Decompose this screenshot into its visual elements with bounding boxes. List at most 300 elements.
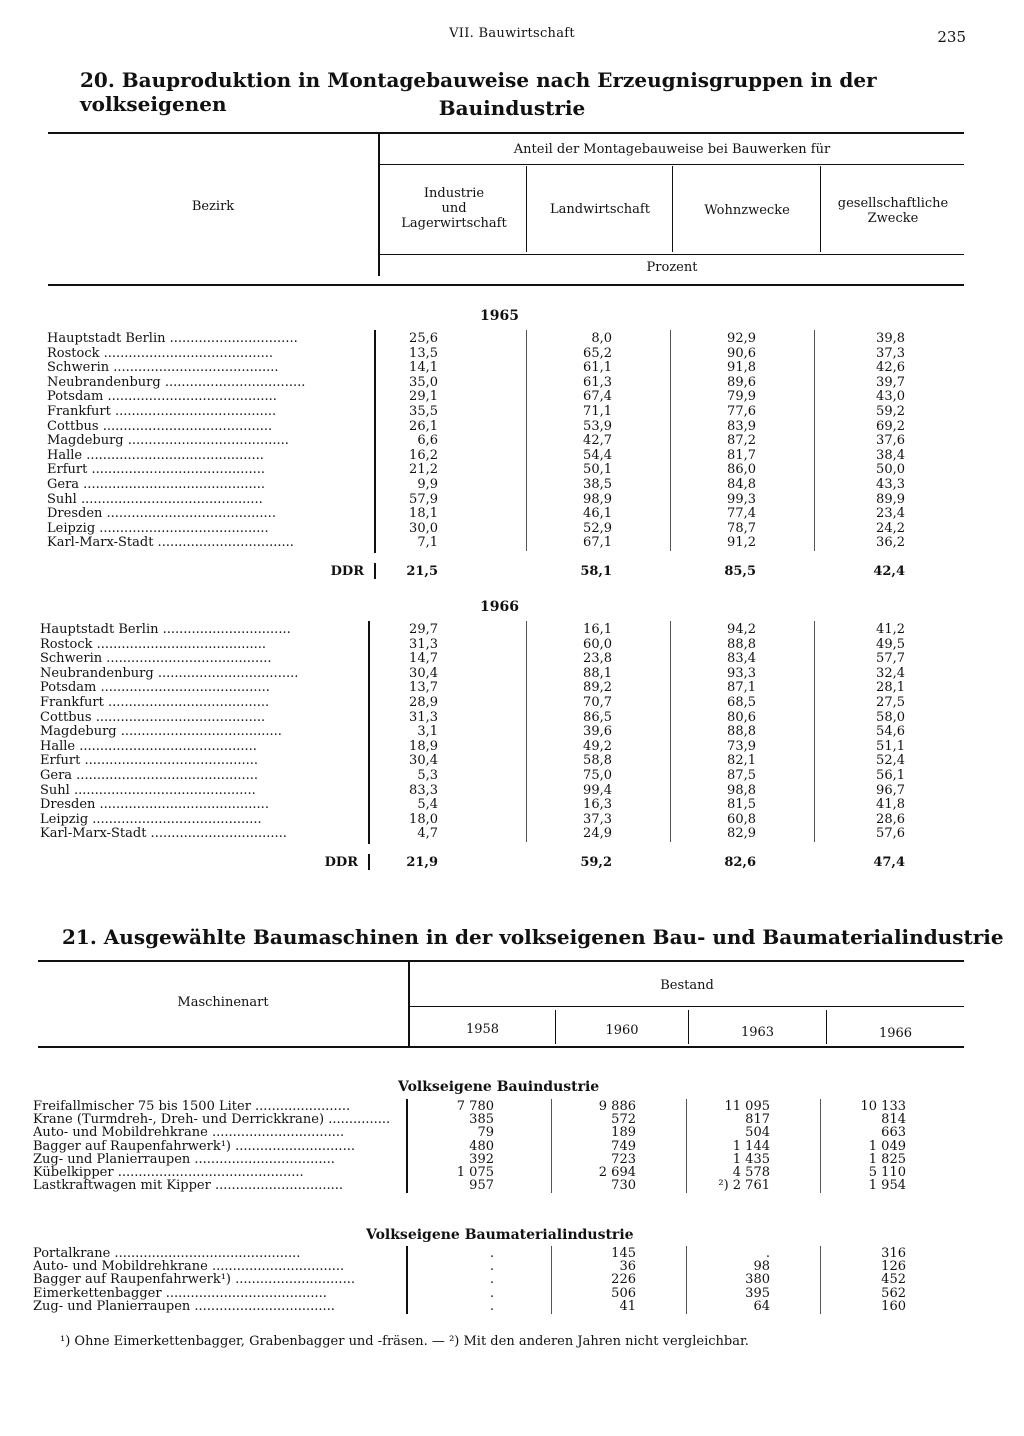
value-cell: 1 144 (732, 1138, 770, 1154)
district-label: Cottbus ......................................... (47, 419, 273, 434)
table-row (0, 813, 1024, 827)
table-row (0, 420, 1024, 434)
value-cell: 96,7 (876, 782, 905, 798)
group-heading: Volkseigene Bauindustrie (398, 1079, 600, 1095)
column-rule (814, 621, 815, 842)
district-label: Erfurt .......................................... (40, 754, 259, 769)
table-20-col-divider-1 (526, 166, 527, 252)
value-cell: 5 110 (868, 1165, 906, 1180)
table-row (0, 1300, 1024, 1314)
table-20-col-divider-2 (672, 166, 673, 252)
value-cell: 87,5 (727, 768, 756, 783)
table-row (0, 769, 1024, 783)
total-value: 47,4 (873, 855, 905, 870)
value-cell: 452 (881, 1272, 906, 1288)
value-cell: 57,6 (876, 826, 905, 842)
value-cell: . (489, 1246, 494, 1261)
value-cell: 49,2 (583, 738, 612, 754)
machine-label: Auto- und Mobildrehkrane ................................ (33, 1260, 345, 1275)
total-rule (374, 563, 376, 579)
value-cell: 1 954 (868, 1178, 906, 1194)
year-heading: 1966 (480, 599, 519, 615)
value-cell: 16,3 (583, 797, 612, 813)
column-rule (670, 330, 671, 551)
machine-label: Portalkrane ............................................. (33, 1247, 301, 1261)
value-cell: 2 694 (598, 1165, 636, 1180)
table-row (0, 623, 1024, 637)
value-cell: 23,4 (876, 506, 905, 522)
district-label: Frankfurt ....................................... (47, 405, 277, 419)
table-row (0, 463, 1024, 477)
column-rule (820, 1246, 821, 1314)
value-cell: 53,9 (583, 418, 612, 434)
table-20-col-divider-3 (820, 166, 821, 252)
table-20-span-rule (380, 164, 964, 165)
table-row (0, 405, 1024, 419)
value-cell: 145 (611, 1246, 636, 1261)
value-cell: 54,6 (876, 724, 905, 740)
table-row (0, 390, 1024, 404)
value-cell: 16,1 (583, 622, 612, 637)
district-label: Suhl ............................................ (40, 783, 256, 798)
value-cell: 60,0 (583, 636, 612, 652)
value-cell: 506 (611, 1285, 636, 1301)
total-value: 58,1 (580, 564, 612, 579)
value-cell: 35,5 (409, 404, 438, 419)
value-cell: 30,0 (409, 520, 438, 536)
value-cell: 36,2 (876, 535, 905, 551)
total-label: DDR (324, 855, 358, 870)
district-label: Leipzig ......................................... (47, 521, 269, 536)
value-cell: 4,7 (417, 826, 438, 842)
value-cell: 18,1 (409, 506, 438, 522)
value-cell: 88,8 (727, 636, 756, 652)
value-cell: . (489, 1285, 494, 1301)
value-cell: 86,0 (727, 462, 756, 478)
total-row (0, 856, 1024, 870)
value-cell: 71,1 (583, 404, 612, 419)
value-cell: 36 (619, 1259, 636, 1275)
table-row (0, 740, 1024, 754)
value-cell: 41 (619, 1298, 636, 1314)
stub-rule (368, 621, 370, 844)
district-label: Rostock ......................................... (47, 346, 274, 361)
value-cell: 46,1 (583, 506, 612, 522)
value-cell: 13,7 (409, 680, 438, 696)
district-label: Gera ............................................ (40, 769, 258, 783)
district-label: Neubrandenburg .................................. (40, 666, 299, 681)
value-cell: 814 (881, 1112, 906, 1128)
table-row (0, 1273, 1024, 1287)
value-cell: 30,4 (409, 665, 438, 681)
footnote: ¹) Ohne Eimerkettenbagger, Grabenbagger und -fräsen. — ²) Mit den anderen Jahren nicht vergleichbar. (60, 1334, 749, 1349)
value-cell: 14,1 (409, 360, 438, 376)
table-21-span-header: Bestand (660, 978, 714, 993)
table-21-stub-header: Maschinenart (177, 995, 269, 1010)
table-row (0, 522, 1024, 536)
table-20-unit-rule (380, 254, 964, 255)
table-row (0, 1100, 1024, 1114)
value-cell: 41,8 (876, 797, 905, 813)
value-cell: 83,9 (727, 418, 756, 434)
value-cell: 189 (611, 1125, 636, 1141)
table-20-head-bottom-rule (48, 284, 964, 286)
table-20-col-wohnzwecke: Wohnzwecke (704, 203, 790, 218)
district-label: Halle ........................................... (40, 739, 257, 754)
table-21-top-rule (38, 960, 964, 962)
table-row (0, 478, 1024, 492)
value-cell: 82,1 (727, 753, 756, 769)
column-rule (686, 1246, 687, 1314)
table-row (0, 711, 1024, 725)
total-value: 82,6 (724, 855, 756, 870)
value-cell: 18,9 (409, 738, 438, 754)
stub-rule (406, 1246, 408, 1314)
value-cell: 1 825 (868, 1151, 906, 1167)
column-rule (686, 1099, 687, 1193)
value-cell: 23,8 (583, 651, 612, 667)
value-cell: 3,1 (417, 724, 438, 740)
district-label: Hauptstadt Berlin ............................... (47, 332, 298, 346)
table-21-year-1966: 1966 (878, 1026, 913, 1041)
value-cell: 1 075 (456, 1165, 494, 1180)
value-cell: 480 (469, 1138, 494, 1154)
table-20-col-industrie: Industrie und Lagerwirtschaft (401, 186, 507, 231)
column-rule (526, 330, 527, 551)
value-cell: 37,3 (876, 345, 905, 361)
value-cell: 94,2 (727, 622, 756, 637)
value-cell: 83,3 (409, 782, 438, 798)
value-cell: 83,4 (727, 651, 756, 667)
machine-label: Freifallmischer 75 bis 1500 Liter ....................... (33, 1100, 351, 1114)
value-cell: . (489, 1259, 494, 1275)
section-header: VII. Bauwirtschaft (449, 26, 575, 41)
table-row (0, 667, 1024, 681)
total-label: DDR (330, 564, 364, 579)
table-row (0, 332, 1024, 346)
value-cell: 27,5 (876, 695, 905, 710)
machine-label: Lastkraftwagen mit Kipper ............................... (33, 1179, 344, 1194)
value-cell: 25,6 (409, 331, 438, 346)
table-21-year-1958: 1958 (465, 1022, 500, 1037)
table-20-span-header: Anteil der Montagebauweise bei Bauwerken für (513, 142, 831, 157)
value-cell: 28,1 (876, 680, 905, 696)
value-cell: 562 (881, 1285, 906, 1301)
machine-label: Zug- und Planierraupen .................................. (33, 1152, 335, 1167)
district-label: Potsdam ......................................... (47, 390, 277, 405)
page-number: 235 (937, 28, 966, 46)
district-label: Cottbus ......................................... (40, 710, 266, 725)
table-20-stub-header: Bezirk (191, 199, 235, 214)
table-row (0, 754, 1024, 768)
table-row (0, 493, 1024, 507)
machine-label: Auto- und Mobildrehkrane ................................ (33, 1126, 345, 1141)
column-rule (551, 1099, 552, 1193)
value-cell: 91,8 (727, 360, 756, 376)
table-row (0, 784, 1024, 798)
value-cell: 99,3 (727, 491, 756, 507)
value-cell: . (765, 1246, 770, 1261)
value-cell: 98,9 (583, 491, 612, 507)
table-row (0, 638, 1024, 652)
district-label: Schwerin ........................................ (40, 652, 272, 667)
value-cell: 56,1 (876, 768, 905, 783)
value-cell: 8,0 (591, 331, 612, 346)
value-cell: 26,1 (409, 418, 438, 434)
machine-label: Bagger auf Raupenfahrwerk¹) ............................. (33, 1273, 355, 1288)
table-row (0, 361, 1024, 375)
total-value: 42,4 (873, 564, 905, 579)
district-label: Suhl ............................................ (47, 492, 263, 507)
table-row (0, 725, 1024, 739)
table-row (0, 536, 1024, 550)
value-cell: 81,7 (727, 447, 756, 463)
value-cell: 89,9 (876, 491, 905, 507)
value-cell: 77,4 (727, 506, 756, 522)
district-label: Karl-Marx-Stadt ................................. (47, 536, 294, 551)
district-label: Dresden ......................................... (40, 798, 269, 813)
value-cell: 28,9 (409, 695, 438, 710)
value-cell: 67,1 (583, 535, 612, 551)
district-label: Magdeburg ....................................... (47, 434, 289, 449)
year-heading: 1965 (480, 308, 519, 324)
value-cell: 39,8 (876, 331, 905, 346)
machine-label: Zug- und Planierraupen .................................. (33, 1299, 335, 1314)
value-cell: 59,2 (876, 404, 905, 419)
value-cell: 67,4 (583, 389, 612, 405)
district-label: Schwerin ........................................ (47, 361, 279, 376)
value-cell: 37,3 (583, 811, 612, 827)
table-row (0, 507, 1024, 521)
value-cell: 663 (881, 1125, 906, 1141)
value-cell: 21,2 (409, 462, 438, 478)
table-20-col-landwirtschaft: Landwirtschaft (550, 202, 650, 217)
value-cell: 504 (745, 1125, 770, 1141)
table-row (0, 1247, 1024, 1261)
table-20-col-gesellschaftlich: gesellschaftliche Zwecke (837, 196, 949, 226)
district-label: Neubrandenburg .................................. (47, 375, 306, 390)
value-cell: 60,8 (727, 811, 756, 827)
value-cell: 41,2 (876, 622, 905, 637)
district-label: Gera ............................................ (47, 478, 265, 492)
table-row (0, 1179, 1024, 1193)
value-cell: 65,2 (583, 345, 612, 361)
value-cell: 37,6 (876, 433, 905, 449)
table-row (0, 827, 1024, 841)
value-cell: 58,8 (583, 753, 612, 769)
stub-rule (374, 330, 376, 553)
value-cell: 68,5 (727, 695, 756, 710)
value-cell: ²) 2 761 (718, 1178, 770, 1194)
value-cell: 1 435 (732, 1151, 770, 1167)
value-cell: 31,3 (409, 709, 438, 725)
district-label: Halle ........................................... (47, 448, 264, 463)
value-cell: 5,4 (417, 797, 438, 813)
table-row (0, 696, 1024, 710)
value-cell: 160 (881, 1298, 906, 1314)
value-cell: 392 (469, 1151, 494, 1167)
value-cell: 24,2 (876, 520, 905, 536)
district-label: Leipzig ......................................... (40, 812, 262, 827)
stub-rule (406, 1099, 408, 1193)
value-cell: 380 (745, 1272, 770, 1288)
value-cell: 5,3 (417, 768, 438, 783)
table-row (0, 376, 1024, 390)
value-cell: 226 (611, 1272, 636, 1288)
value-cell: 54,4 (583, 447, 612, 463)
table-21-span-rule (410, 1006, 964, 1007)
value-cell: 723 (611, 1151, 636, 1167)
machine-label: Bagger auf Raupenfahrwerk¹) ............................. (33, 1139, 355, 1154)
value-cell: 42,6 (876, 360, 905, 376)
value-cell: 58,0 (876, 709, 905, 725)
table-row (0, 681, 1024, 695)
value-cell: 87,2 (727, 433, 756, 449)
table-20-top-rule (48, 132, 964, 134)
value-cell: 77,6 (727, 404, 756, 419)
value-cell: 91,2 (727, 535, 756, 551)
value-cell: 43,0 (876, 389, 905, 405)
value-cell: 43,3 (876, 477, 905, 492)
value-cell: 79 (477, 1125, 494, 1141)
total-value: 59,2 (580, 855, 612, 870)
value-cell: 87,1 (727, 680, 756, 696)
value-cell: 98 (753, 1259, 770, 1275)
district-label: Erfurt .......................................... (47, 463, 266, 478)
value-cell: 730 (611, 1178, 636, 1194)
value-cell: 61,1 (583, 360, 612, 376)
column-rule (820, 1099, 821, 1193)
district-label: Potsdam ......................................... (40, 681, 270, 696)
value-cell: 92,9 (727, 331, 756, 346)
column-rule (551, 1246, 552, 1314)
value-cell: 6,6 (417, 433, 438, 449)
value-cell: 52,4 (876, 753, 905, 769)
value-cell: 16,2 (409, 447, 438, 463)
total-rule (368, 854, 370, 870)
total-value: 85,5 (724, 564, 756, 579)
value-cell: 49,5 (876, 636, 905, 652)
value-cell: 50,1 (583, 462, 612, 478)
value-cell: 9 886 (598, 1099, 636, 1114)
value-cell: 28,6 (876, 811, 905, 827)
column-rule (670, 621, 671, 842)
value-cell: 61,3 (583, 374, 612, 390)
value-cell: 13,5 (409, 345, 438, 361)
value-cell: 749 (611, 1138, 636, 1154)
table-row (0, 1287, 1024, 1301)
value-cell: 50,0 (876, 462, 905, 478)
value-cell: 10 133 (860, 1099, 906, 1114)
district-label: Magdeburg ....................................... (40, 725, 282, 740)
value-cell: 14,7 (409, 651, 438, 667)
column-rule (814, 330, 815, 551)
machine-label: Eimerkettenbagger ....................................... (33, 1286, 327, 1301)
district-label: Frankfurt ....................................... (40, 696, 270, 710)
value-cell: 29,7 (409, 622, 438, 637)
value-cell: 42,7 (583, 433, 612, 449)
value-cell: 75,0 (583, 768, 612, 783)
district-label: Karl-Marx-Stadt ................................. (40, 827, 287, 842)
value-cell: 18,0 (409, 811, 438, 827)
value-cell: 70,7 (583, 695, 612, 710)
district-label: Rostock ......................................... (40, 637, 267, 652)
district-label: Dresden ......................................... (47, 507, 276, 522)
value-cell: 78,7 (727, 520, 756, 536)
value-cell: 1 049 (868, 1138, 906, 1154)
value-cell: 57,9 (409, 491, 438, 507)
value-cell: 79,9 (727, 389, 756, 405)
value-cell: . (489, 1272, 494, 1288)
total-value: 21,5 (406, 564, 438, 579)
value-cell: 30,4 (409, 753, 438, 769)
value-cell: 69,2 (876, 418, 905, 434)
value-cell: 89,6 (727, 374, 756, 390)
group-heading: Volkseigene Baumaterialindustrie (366, 1227, 634, 1243)
value-cell: 817 (745, 1112, 770, 1128)
value-cell: 31,3 (409, 636, 438, 652)
value-cell: 52,9 (583, 520, 612, 536)
district-label: Hauptstadt Berlin ............................... (40, 623, 291, 637)
table-row (0, 1113, 1024, 1127)
value-cell: 4 578 (732, 1165, 770, 1180)
value-cell: 126 (881, 1259, 906, 1275)
table-row (0, 347, 1024, 361)
table-row (0, 652, 1024, 666)
value-cell: 81,5 (727, 797, 756, 813)
value-cell: 7,1 (417, 535, 438, 551)
value-cell: 7 780 (456, 1099, 494, 1114)
value-cell: . (489, 1298, 494, 1314)
value-cell: 38,5 (583, 477, 612, 492)
table-21-year-1963: 1963 (740, 1025, 775, 1040)
table-20-title-line1: 20. Bauproduktion in Montagebauweise nach Erzeugnisgruppen in der volkseigenen (80, 68, 877, 116)
value-cell: 38,4 (876, 447, 905, 463)
table-21-head-bottom-rule (38, 1046, 964, 1048)
table-20-title-line2: Bauindustrie (438, 96, 586, 120)
value-cell: 90,6 (727, 345, 756, 361)
value-cell: 11 095 (724, 1099, 770, 1114)
table-row (0, 1260, 1024, 1274)
value-cell: 572 (611, 1112, 636, 1128)
value-cell: 99,4 (583, 782, 612, 798)
table-20-unit: Prozent (646, 260, 698, 275)
value-cell: 84,8 (727, 477, 756, 492)
value-cell: 32,4 (876, 665, 905, 681)
machine-label: Krane (Turmdreh-, Dreh- und Derrickkrane) ............... (33, 1113, 391, 1128)
value-cell: 89,2 (583, 680, 612, 696)
value-cell: 35,0 (409, 374, 438, 390)
value-cell: 39,7 (876, 374, 905, 390)
value-cell: 51,1 (876, 738, 905, 754)
value-cell: 957 (469, 1178, 494, 1194)
value-cell: 24,9 (583, 826, 612, 842)
value-cell: 82,9 (727, 826, 756, 842)
value-cell: 39,6 (583, 724, 612, 740)
total-row (0, 565, 1024, 579)
value-cell: 88,1 (583, 665, 612, 681)
value-cell: 86,5 (583, 709, 612, 725)
value-cell: 93,3 (727, 665, 756, 681)
value-cell: 80,6 (727, 709, 756, 725)
table-21-year-1960: 1960 (605, 1023, 639, 1038)
value-cell: 29,1 (409, 389, 438, 405)
table-21-title: 21. Ausgewählte Baumaschinen in der volkseigenen Bau- und Baumaterialindustrie (62, 925, 1004, 949)
value-cell: 88,8 (727, 724, 756, 740)
table-row (0, 798, 1024, 812)
value-cell: 395 (745, 1285, 770, 1301)
value-cell: 9,9 (417, 477, 438, 492)
